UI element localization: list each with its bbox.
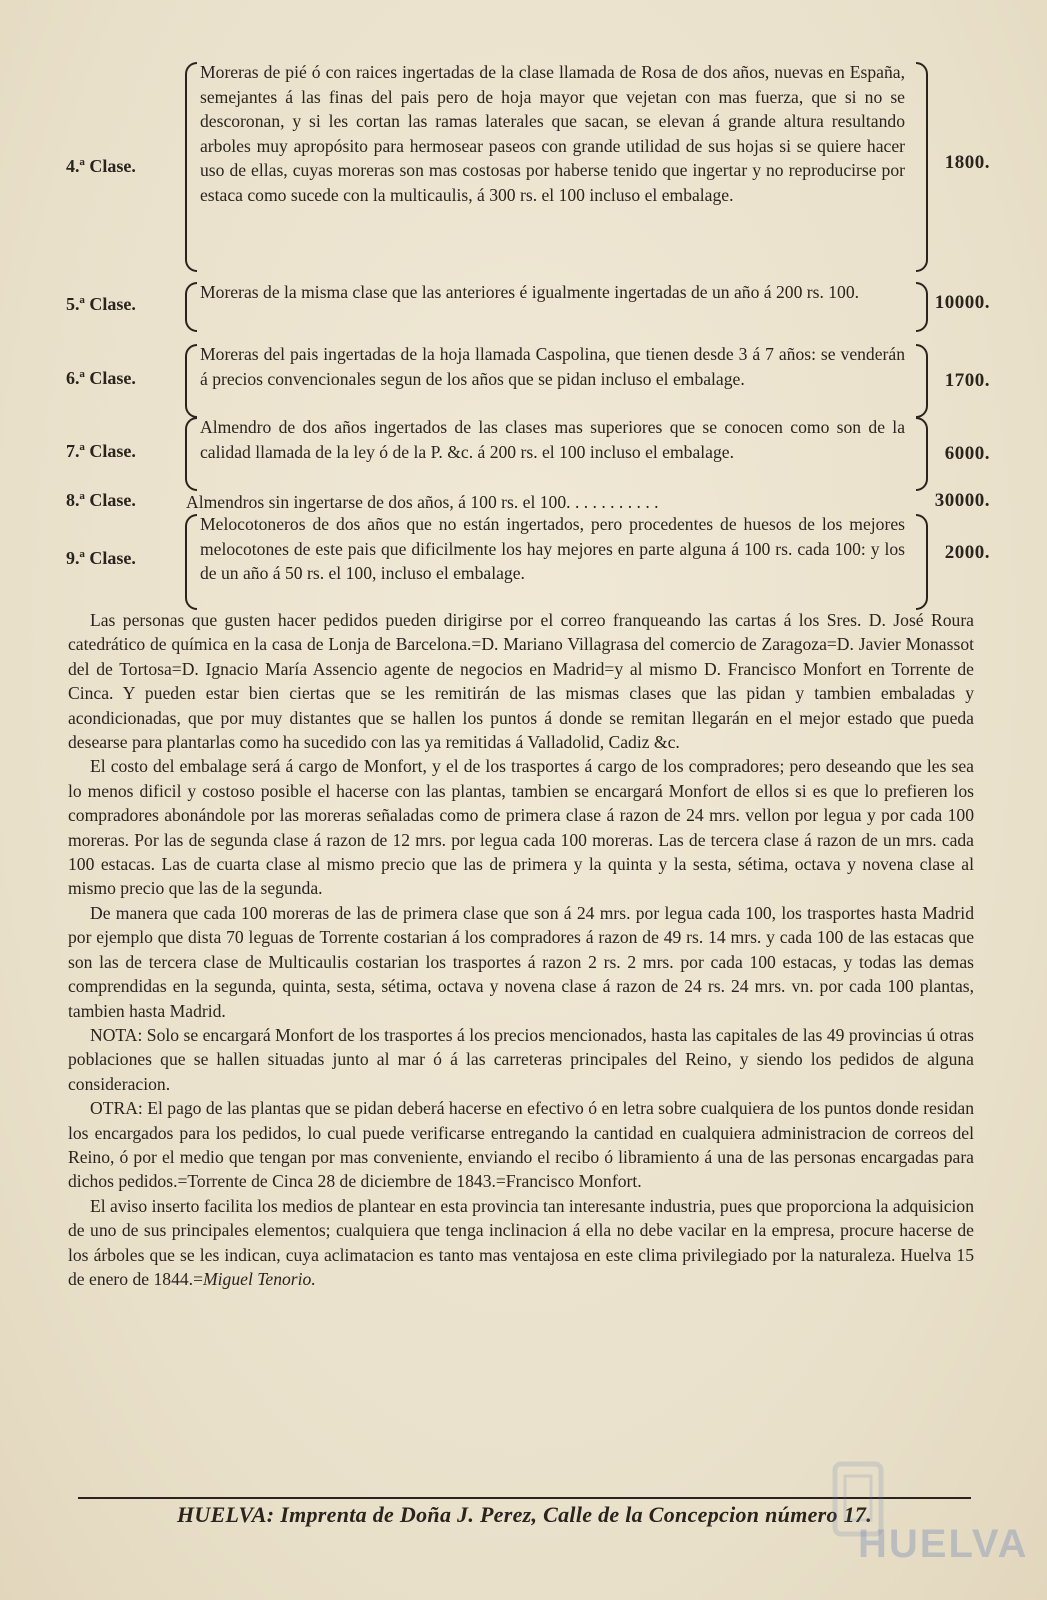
class-label: 8.ª Clase. <box>66 490 136 510</box>
price-row-clase-7 <box>60 415 990 490</box>
class-description: Moreras de la misma clase que las anteriores é igualmente ingertadas de un año á 200 rs. 100. <box>200 282 860 302</box>
class-quantity: 2000. <box>944 542 990 563</box>
class-quantity: 6000. <box>944 443 990 464</box>
left-brace <box>185 514 197 610</box>
class-quantity: 10000. <box>934 292 990 313</box>
left-brace <box>185 62 197 272</box>
printer-imprint: HUELVA: Imprenta de Doña J. Perez, Calle de la Concepcion número 17. <box>176 1502 873 1527</box>
class-description: Moreras de pié ó con raices ingertadas de la clase llamada de Rosa de dos años, nuevas en España, semejantes á las finas del pais pero de hoja mayor que vejetan con mas fuerza, que si no se descoronan, y si les cortan las ramas laterales que sacan, se elevan á grande altura resultando arboles muy apropósito para hermosear paseos con grande utilidad de sus hojas si se quiere hacer uso de ellas, cuyas moreras son mas costosas por haberse tenido que ingertar y no reproducirse por estaca como sucede con la multicaulis, á 300 rs. el 100 incluso el embalage. <box>200 62 905 205</box>
class-label: 5.ª Clase. <box>66 294 136 314</box>
class-description: Almendros sin ingertarse de dos años, á 100 rs. el 100. . . . . . . . . . . <box>186 492 659 512</box>
signature: Miguel Tenorio. <box>203 1268 316 1289</box>
class-quantity: 1800. <box>944 152 990 173</box>
price-row-clase-5 <box>60 280 990 332</box>
class-description: Melocotoneros de dos años que no están ingertados, pero procedentes de huesos de los mejores melocotones de este pais que dificilmente los hay mejores en parte alguna á 100 rs. cada 100: y los de un año á 50 rs. el 100, incluso el embalage. <box>200 514 905 583</box>
price-row-clase-6 <box>60 342 990 417</box>
paragraph-transport-example: De manera que cada 100 moreras de las de primera clase que son á 24 mrs. por legua cada 100, los trasportes hasta Madrid por ejemplo que dista 70 leguas de Torrente costarian á los compradores á razon de 49 rs. 14 mrs. y cada 100 de las estacas que son las de tercera clase de Multicaulis costarian los trasportes á razon 2 rs. 2 mrs. por cada 100 estacas, y todas las demas comprendidas en la segunda, quinta, sesta, sétima, octava y novena clase á razon de 24 rs. 24 mrs. vn. por cada 100 plantas, tambien hasta Madrid. <box>68 902 974 1021</box>
price-row-clase-4 <box>60 60 990 275</box>
price-row-clase-9 <box>60 512 990 608</box>
paragraph-nota: NOTA: Solo se encargará Monfort de los trasportes á los precios mencionados, hasta las capitales de las 49 provincias ú otras poblaciones que se hallen situadas junto al mar ó á las carreteras principales del Reino, y siendo los pedidos de alguna consideracion. <box>68 1024 974 1094</box>
class-label: 9.ª Clase. <box>66 548 136 568</box>
class-label: 4.ª Clase. <box>66 156 136 176</box>
paragraph-packing-costs: El costo del embalage será á cargo de Monfort, y el de los trasportes á cargo de los compradores; pero deseando que les sea lo menos dificil y costoso posible el hacerse con las plantas, tambien se encargará Monfort de ellos si es que lo prefieren los compradores abonándole por las moreras señaladas como de primera clase á razon de 24 mrs. vellon por legua y por cada 100 moreras. Por las de segunda clase á razon de 12 mrs. por legua cada 100 moreras. Las de tercera clase á razon de un mrs. cada 100 estacas. Las de cuarta clase al mismo precio que las de primera y la quinta y la sesta, sétima, octava y novena clase al mismo precio que las de la segunda. <box>68 756 974 899</box>
class-label: 7.ª Clase. <box>66 441 136 461</box>
class-quantity: 1700. <box>944 370 990 391</box>
class-label: 6.ª Clase. <box>66 368 136 388</box>
class-description: Moreras del pais ingertadas de la hoja llamada Caspolina, que tienen desde 3 á 7 años: se venderán á precios convencionales segun de los años que se pidan incluso el embalage. <box>200 344 905 389</box>
left-brace <box>185 417 197 491</box>
left-brace <box>185 344 197 418</box>
left-brace <box>185 282 197 332</box>
closing-text: El aviso inserto facilita los medios de plantear en esta provincia tan interesante industria, pues que proporciona la adquisicion de uno de sus principales elementos; cualquiera que tenga inclinacion á ella no debe vacilar en la empresa, procure hacerse de los árboles que se les indican, cuya aclimatacion es tanto mas ventajosa en este clima privilegiado por la naturaleza. Huelva 15 de enero de 1844.= <box>68 1195 974 1289</box>
notice-body <box>68 608 974 1291</box>
watermark-text: HUELVA <box>858 1522 1029 1566</box>
class-description: Almendro de dos años ingertados de las clases mas superiores que se conocen como son de la calidad llamada de la ley ó de la P. &c. á 200 rs. el 100 incluso el embalage. <box>200 417 905 462</box>
paragraph-closing <box>68 1194 974 1292</box>
paragraph-order-instructions: Las personas que gusten hacer pedidos pueden dirigirse por el correo franqueando las cartas á los Sres. D. José Roura catedrático de química en la casa de Lonja de Barcelona.=D. Mariano Villagrasa del comercio de Zaragoza=D. Javier Monassot del de Tortosa=D. Ignacio María Assencio agente de negocios en Madrid=y al mismo D. Francisco Monfort en Torrente de Cinca. Y pueden estar bien ciertas que se les remitirán de las mismas clases que las pidan y tambien embaladas y acondicionadas, que por muy distantes que se hallen los puntos á donde se remitan llegarán en el mejor estado que pueda desearse para plantarlas como ha sucedido con las ya remitidas á Valladolid, Cadiz &c. <box>68 610 974 753</box>
paragraph-otra: OTRA: El pago de las plantas que se pidan deberá hacerse en efectivo ó en letra sobre cualquiera de los puntos donde residan los encargados para los pedidos, lo cual puede verificarse entregando la cantidad en cualquiera administracion de correos del Reino, ó por el medio que tengan por mas conveniente, enviando el recibo ó libramiento á una de las personas encargadas para dichos pedidos.=Torrente de Cinca 28 de diciembre de 1843.=Francisco Monfort. <box>68 1098 974 1192</box>
class-quantity: 30000. <box>934 490 990 511</box>
